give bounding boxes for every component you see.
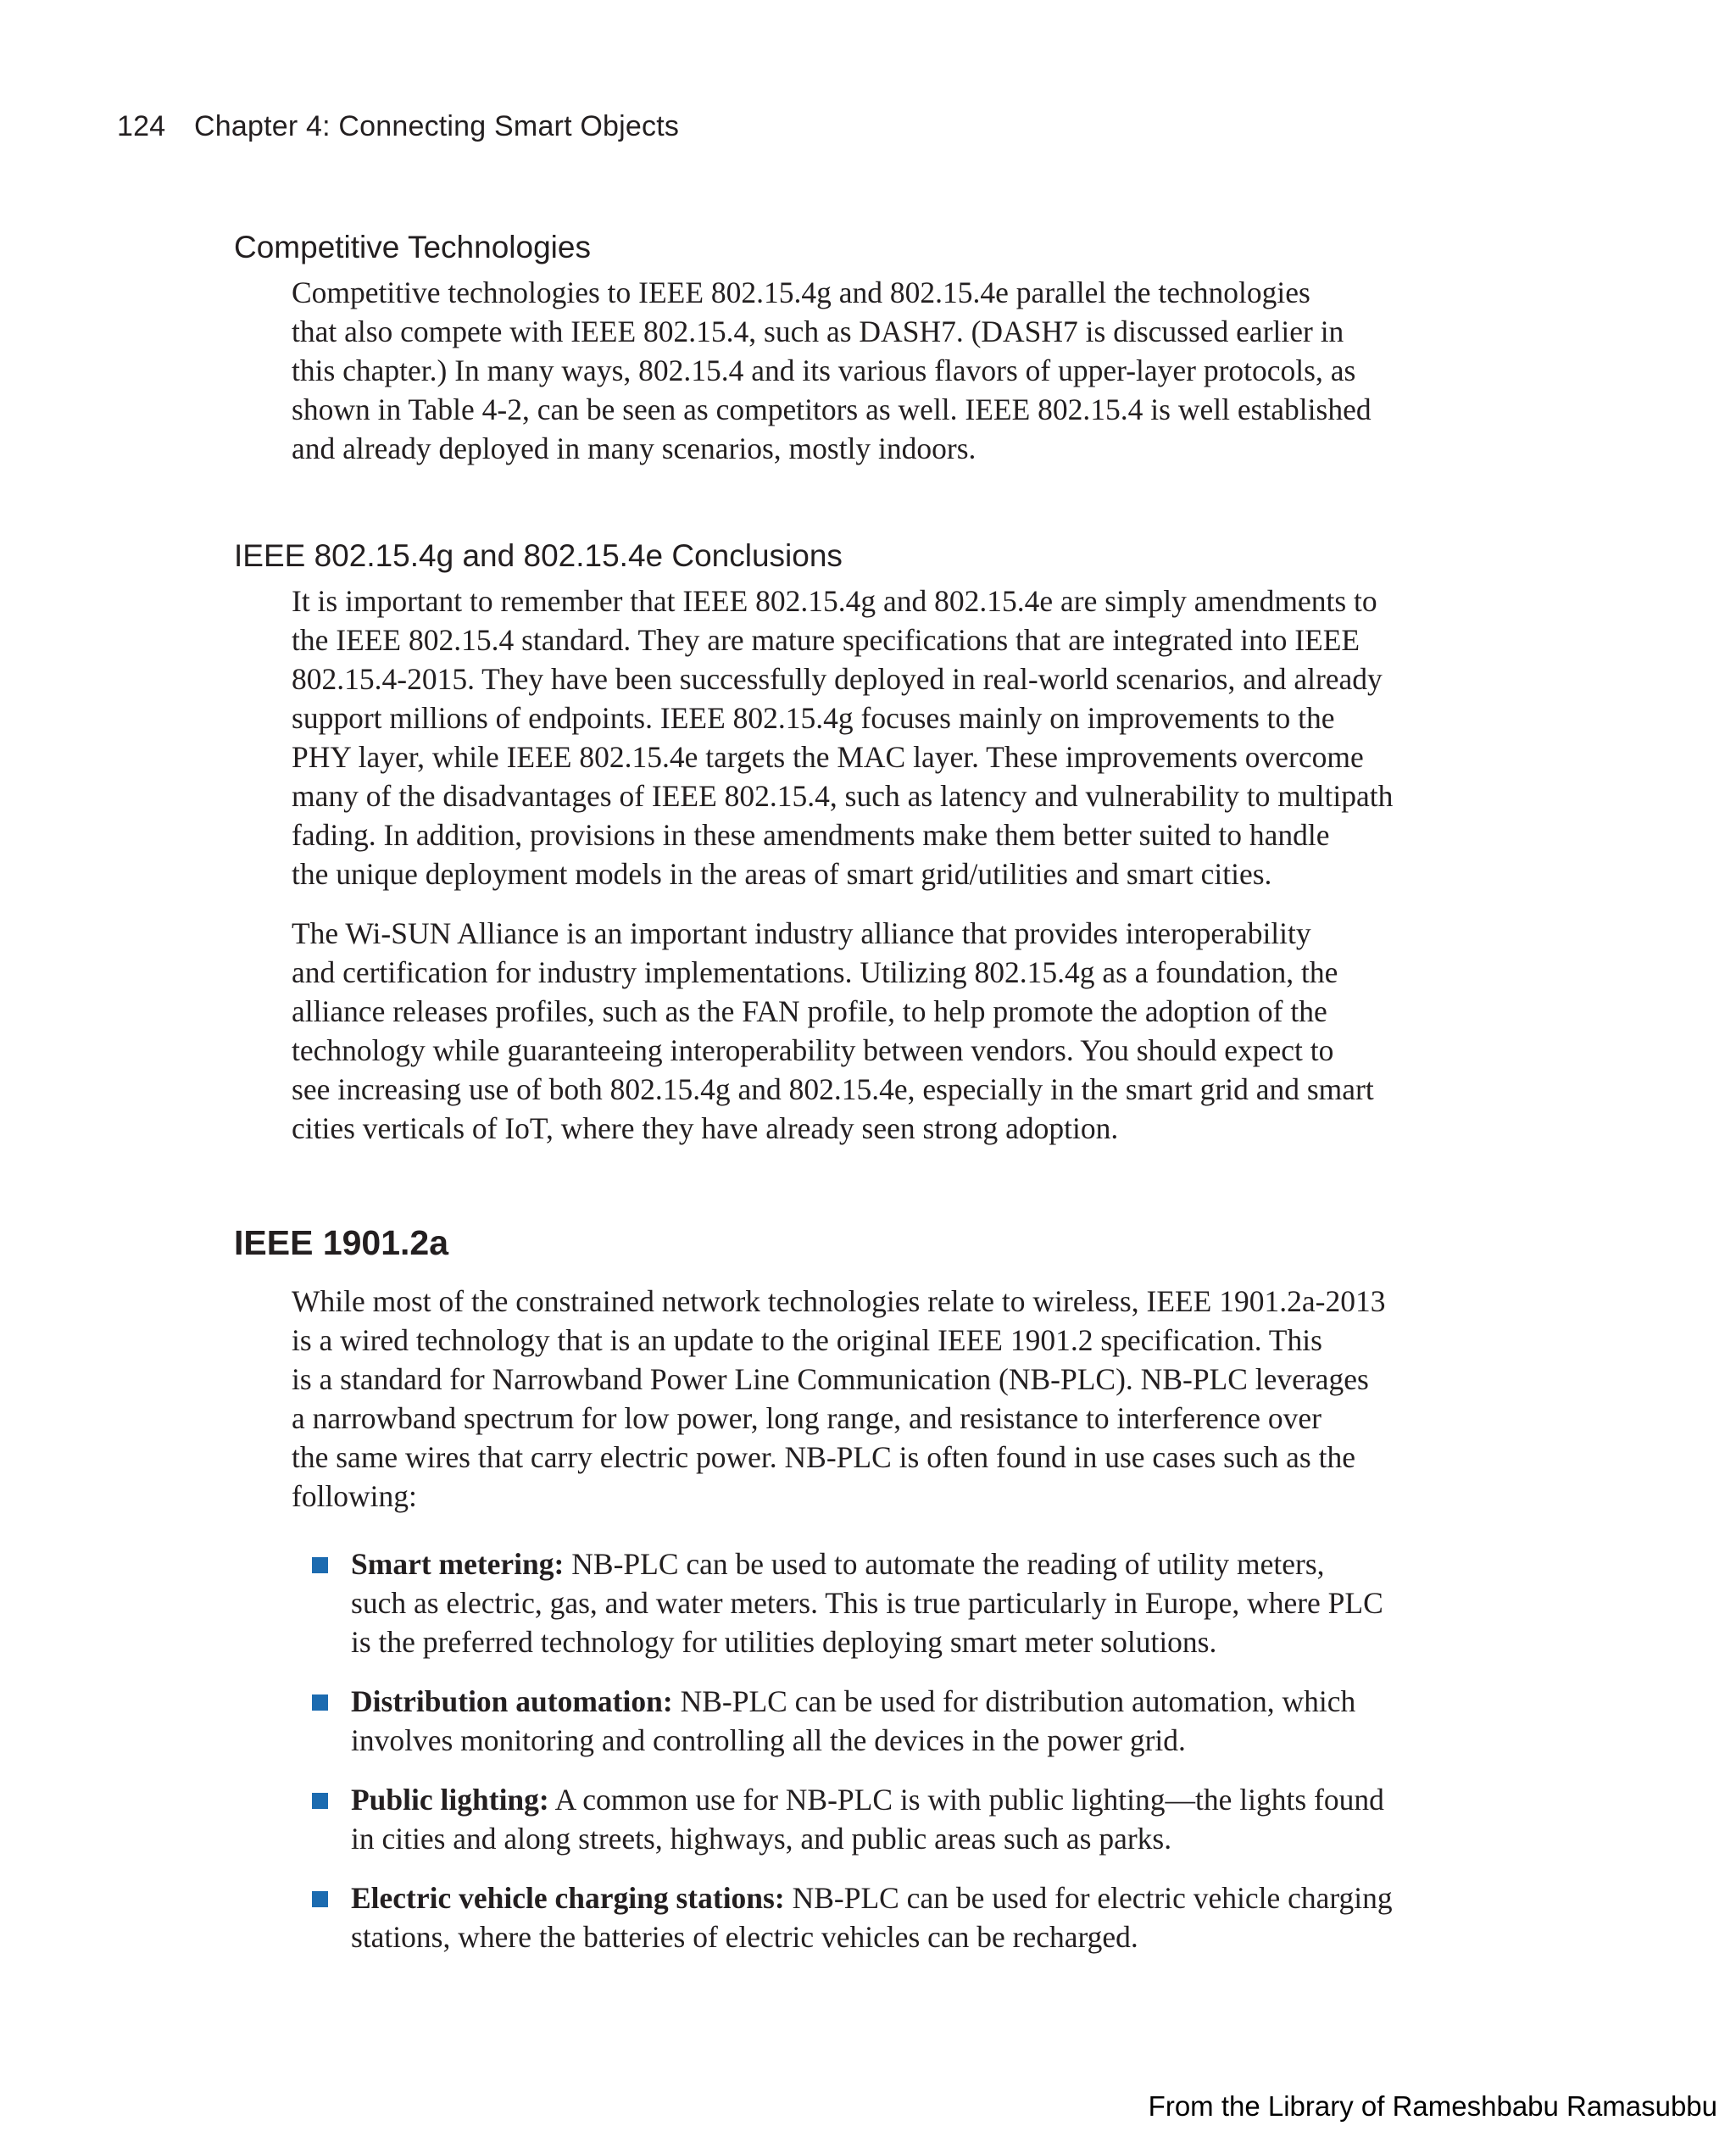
bullet-text: NB-PLC can be used for distribution automation, which [672, 1684, 1356, 1718]
list-item [292, 1878, 1455, 1956]
text-line: many of the disadvantages of IEEE 802.15.4, such as latency and vulnerability to multipath [292, 779, 1394, 813]
text-line: While most of the constrained network technologies relate to wireless, IEEE 1901.2a-2013 [292, 1284, 1386, 1318]
section-heading-ieee-1901-2a: IEEE 1901.2a [234, 1223, 449, 1262]
list-item [292, 1682, 1455, 1760]
bullet-term: Public lighting: [351, 1783, 549, 1817]
text-line: PHY layer, while IEEE 802.15.4e targets the MAC layer. These improvements overcome [292, 740, 1364, 774]
page-content [234, 227, 1455, 1977]
page-number: 124 [117, 110, 166, 142]
text-line: the unique deployment models in the areas of smart grid/utilities and smart cities. [292, 857, 1272, 891]
text-line: see increasing use of both 802.15.4g and 802.15.4e, especially in the smart grid and smart [292, 1072, 1374, 1106]
list-item [292, 1544, 1455, 1661]
text-line: the same wires that carry electric power. NB-PLC is often found in use cases such as the [292, 1440, 1355, 1474]
text-line: is a standard for Narrowband Power Line Communication (NB-PLC). NB-PLC leverages [292, 1362, 1369, 1396]
text-line: and already deployed in many scenarios, mostly indoors. [292, 431, 976, 465]
text-line: 802.15.4-2015. They have been successfully deployed in real-world scenarios, and already [292, 662, 1383, 696]
text-line: in cities and along streets, highways, and public areas such as parks. [351, 1822, 1172, 1856]
text-line: cities verticals of IoT, where they have already seen strong adoption. [292, 1111, 1119, 1145]
bullet-text: NB-PLC can be used for electric vehicle charging [784, 1881, 1393, 1915]
spacer [234, 1148, 1455, 1219]
paragraph [292, 914, 1455, 1148]
text-line: is a wired technology that is an update to the original IEEE 1901.2 specification. This [292, 1323, 1322, 1357]
text-line: following: [292, 1479, 417, 1513]
square-bullet-icon [312, 1557, 328, 1573]
text-line: Competitive technologies to IEEE 802.15.4g and 802.15.4e parallel the technologies [292, 275, 1310, 309]
section-heading-competitive-technologies: Competitive Technologies [234, 230, 591, 264]
bullet-term: Distribution automation: [351, 1684, 673, 1718]
list-item [292, 1780, 1455, 1858]
square-bullet-icon [312, 1694, 328, 1711]
text-line: alliance releases profiles, such as the FAN profile, to help promote the adoption of the [292, 994, 1327, 1028]
square-bullet-icon [312, 1793, 328, 1809]
bullet-list [292, 1544, 1455, 1956]
text-line: fading. In addition, provisions in these amendments make them better suited to handle [292, 818, 1330, 852]
text-line: the IEEE 802.15.4 standard. They are mature specifications that are integrated into IEEE [292, 623, 1360, 657]
text-line: support millions of endpoints. IEEE 802.15.4g focuses mainly on improvements to the [292, 701, 1335, 735]
text-line [351, 1544, 1455, 1583]
library-footer: From the Library of Rameshbabu Ramasubbu [1148, 2090, 1717, 2122]
text-line: and certification for industry implementations. Utilizing 802.15.4g as a foundation, the [292, 955, 1338, 989]
text-line [351, 1878, 1455, 1917]
paragraph [292, 273, 1455, 468]
text-line: that also compete with IEEE 802.15.4, such as DASH7. (DASH7 is discussed earlier in [292, 314, 1344, 348]
text-line: involves monitoring and controlling all the devices in the power grid. [351, 1723, 1186, 1757]
text-line: The Wi-SUN Alliance is an important industry alliance that provides interoperability [292, 916, 1311, 950]
bullet-text: NB-PLC can be used to automate the reading of utility meters, [564, 1547, 1325, 1581]
bullet-term: Electric vehicle charging stations: [351, 1881, 785, 1915]
paragraph [292, 1282, 1455, 1516]
text-line: shown in Table 4-2, can be seen as competitors as well. IEEE 802.15.4 is well established [292, 392, 1372, 426]
text-line: is the preferred technology for utilities deploying smart meter solutions. [351, 1625, 1217, 1659]
bullet-term: Smart metering: [351, 1547, 565, 1581]
text-line [351, 1682, 1455, 1721]
paragraph [292, 582, 1455, 893]
section-heading-conclusions: IEEE 802.15.4g and 802.15.4e Conclusions [234, 538, 843, 573]
text-line: such as electric, gas, and water meters. This is true particularly in Europe, where PLC [351, 1586, 1383, 1620]
text-line: stations, where the batteries of electric vehicles can be recharged. [351, 1920, 1138, 1954]
text-line: a narrowband spectrum for low power, long range, and resistance to interference over [292, 1401, 1321, 1435]
text-line: technology while guaranteeing interoperability between vendors. You should expect to [292, 1033, 1334, 1067]
text-line [351, 1780, 1455, 1819]
text-line: It is important to remember that IEEE 802.15.4g and 802.15.4e are simply amendments to [292, 584, 1377, 618]
bullet-text: A common use for NB-PLC is with public lighting—the lights found [548, 1783, 1384, 1817]
running-head [117, 110, 679, 143]
spacer [234, 468, 1455, 536]
square-bullet-icon [312, 1891, 328, 1907]
text-line: this chapter.) In many ways, 802.15.4 and its various flavors of upper-layer protocols, as [292, 353, 1356, 387]
spacer [234, 893, 1455, 914]
chapter-title: Chapter 4: Connecting Smart Objects [193, 110, 680, 142]
